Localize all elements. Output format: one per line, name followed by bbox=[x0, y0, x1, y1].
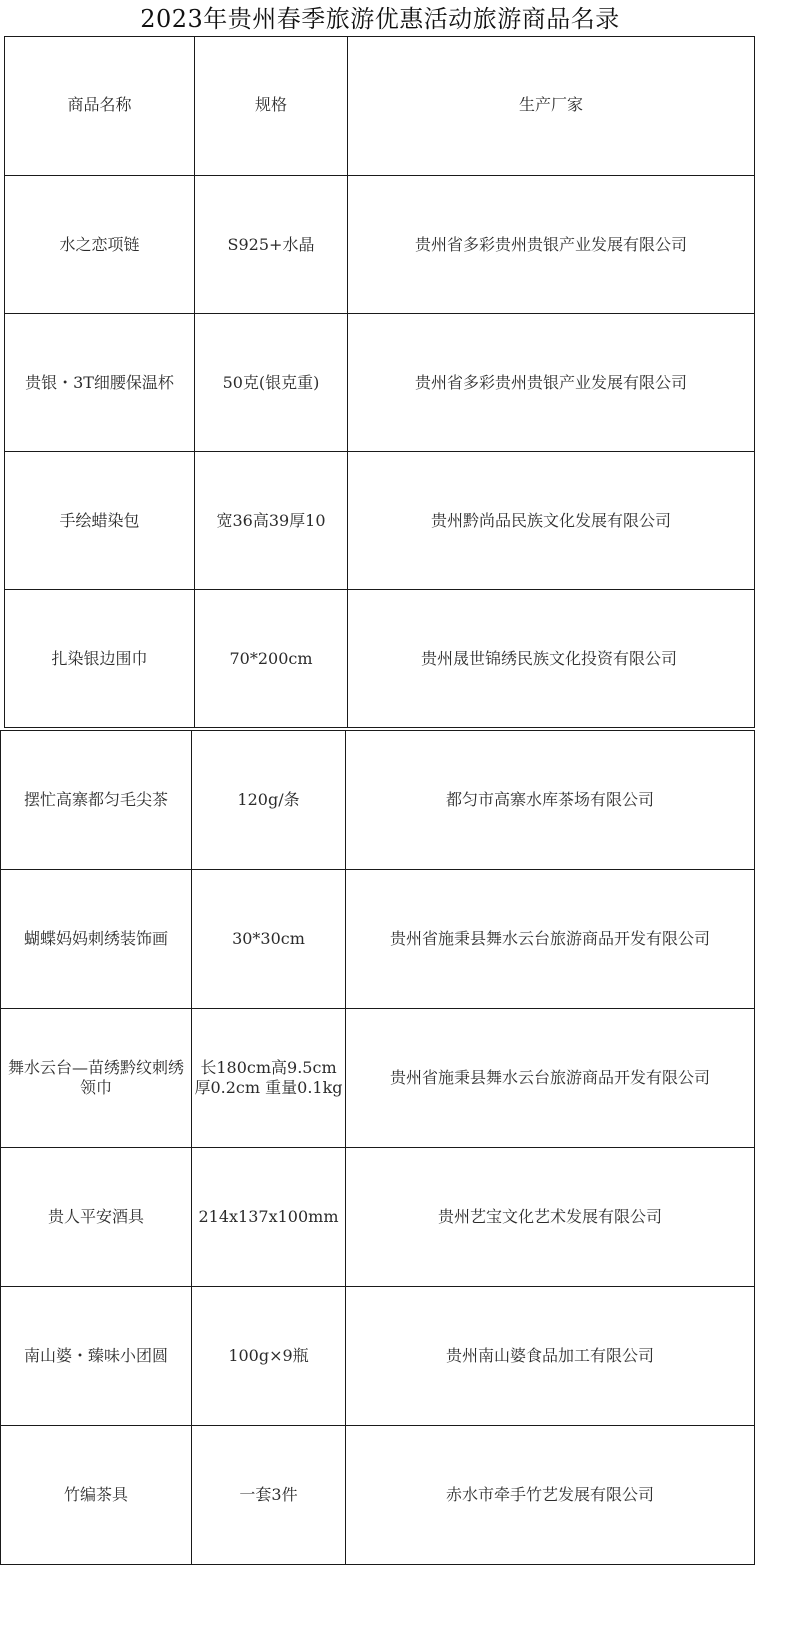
spec-cell: 120g/条 bbox=[192, 731, 346, 870]
table-row bbox=[5, 452, 755, 590]
spec-cell: 一套3件 bbox=[192, 1426, 346, 1565]
table-header-row bbox=[5, 37, 755, 176]
spec-cell: 100g×9瓶 bbox=[192, 1287, 346, 1426]
spec-cell: 宽36高39厚10 bbox=[195, 452, 348, 590]
table-row bbox=[1, 1148, 755, 1287]
product-name-cell: 摆忙高寨都匀毛尖茶 bbox=[1, 731, 192, 870]
product-name-cell: 贵银・3T细腰保温杯 bbox=[5, 314, 195, 452]
header-product-name: 商品名称 bbox=[5, 37, 195, 176]
table-row bbox=[1, 1287, 755, 1426]
manufacturer-cell: 贵州省施秉县舞水云台旅游商品开发有限公司 bbox=[346, 870, 755, 1009]
table-row bbox=[1, 1009, 755, 1148]
spec-cell: 30*30cm bbox=[192, 870, 346, 1009]
spec-cell: S925+水晶 bbox=[195, 176, 348, 314]
product-name-cell: 竹编茶具 bbox=[1, 1426, 192, 1565]
table-row bbox=[5, 176, 755, 314]
product-name-cell: 南山婆・臻味小团圆 bbox=[1, 1287, 192, 1426]
product-name-cell: 扎染银边围巾 bbox=[5, 590, 195, 728]
catalog-table-part-2 bbox=[0, 730, 755, 1565]
manufacturer-cell: 贵州晟世锦绣民族文化投资有限公司 bbox=[348, 590, 755, 728]
product-name-cell: 贵人平安酒具 bbox=[1, 1148, 192, 1287]
manufacturer-cell: 贵州艺宝文化艺术发展有限公司 bbox=[346, 1148, 755, 1287]
document-title: 2023年贵州春季旅游优惠活动旅游商品名录 bbox=[140, 5, 620, 33]
manufacturer-cell: 赤水市牵手竹艺发展有限公司 bbox=[346, 1426, 755, 1565]
table-row bbox=[1, 731, 755, 870]
table-row bbox=[1, 1426, 755, 1565]
header-spec: 规格 bbox=[195, 37, 348, 176]
product-name-cell: 水之恋项链 bbox=[5, 176, 195, 314]
spec-cell: 50克(银克重) bbox=[195, 314, 348, 452]
table-row bbox=[5, 314, 755, 452]
manufacturer-cell: 都匀市高寨水库茶场有限公司 bbox=[346, 731, 755, 870]
catalog-table-part-1 bbox=[4, 36, 755, 728]
manufacturer-cell: 贵州省多彩贵州贵银产业发展有限公司 bbox=[348, 176, 755, 314]
table-row bbox=[5, 590, 755, 728]
product-name-cell: 舞水云台—苗绣黔纹刺绣领巾 bbox=[1, 1009, 192, 1148]
spec-cell: 214x137x100mm bbox=[192, 1148, 346, 1287]
product-name-cell: 手绘蜡染包 bbox=[5, 452, 195, 590]
manufacturer-cell: 贵州省施秉县舞水云台旅游商品开发有限公司 bbox=[346, 1009, 755, 1148]
table-row bbox=[1, 870, 755, 1009]
spec-cell: 70*200cm bbox=[195, 590, 348, 728]
product-name-cell: 蝴蝶妈妈刺绣装饰画 bbox=[1, 870, 192, 1009]
header-manufacturer: 生产厂家 bbox=[348, 37, 755, 176]
manufacturer-cell: 贵州省多彩贵州贵银产业发展有限公司 bbox=[348, 314, 755, 452]
manufacturer-cell: 贵州南山婆食品加工有限公司 bbox=[346, 1287, 755, 1426]
spec-cell: 长180cm高9.5cm厚0.2cm 重量0.1kg bbox=[192, 1009, 346, 1148]
manufacturer-cell: 贵州黔尚品民族文化发展有限公司 bbox=[348, 452, 755, 590]
